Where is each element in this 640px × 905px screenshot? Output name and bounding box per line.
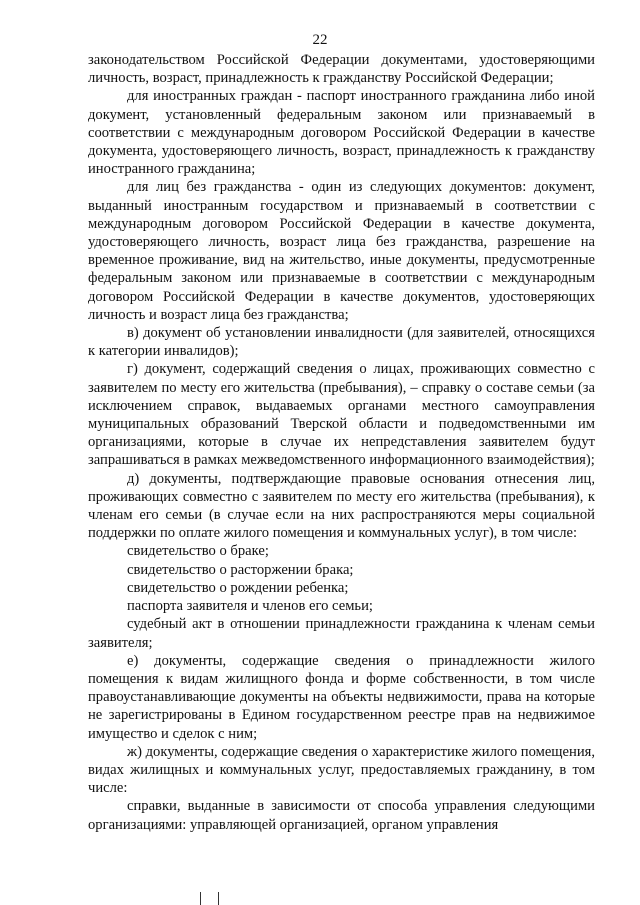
document-body [88,51,595,834]
paragraph-stateless-persons: для лиц без гражданства - один из следующих документов: документ, выданный иностранным государством и признаваемый в соответствии с международным договором Российской Федерации в качестве документа, удостоверяющего личность, возраст лица без гражданства, разрешение на временное проживание, вид на жительство, иные документы, предусмотренные федеральным законом или признаваемые в соответствии с международным договором Российской Федерации в качестве документов, удостоверяющих личность и возраст лица без гражданства; [88,179,595,323]
paragraph-item-zh: ж) документы, содержащие сведения о характеристике жилого помещения, видах жилищных и коммунальных услуг, предоставляемых гражданину, в том числе: [88,743,595,797]
paragraph-item-v: в) документ об установлении инвалидности (для заявителей, относящихся к категории инвалидов); [88,325,595,360]
paragraph-foreign-citizens: для иностранных граждан - паспорт иностранного гражданина либо иной документ, установленный федеральным законом или признаваемый в соответствии с международным договором Российской Федерации в качестве документа, удостоверяющего личность, возраст, принадлежность к гражданству иностранного гражданина; [88,88,595,178]
paragraph-item-g: г) документ, содержащий сведения о лицах, проживающих совместно с заявителем по месту его жительства (пребывания), – справку о составе семьи (за исключением справок, выдаваемых органами местного самоуправления муниципальных образований Тверской области и подведомственными им организациями, которые в случае их непредставления заявителем будут запрашиваться в рамках межведомственного информационного взаимодействия); [88,361,595,469]
page-number: 22 [312,32,328,48]
scan-crop-mark [200,892,201,905]
list-item: свидетельство о расторжении брака; [127,561,354,578]
paragraph-certificates: справки, выданные в зависимости от способа управления следующими организациями: управляющей организацией, органом управления [88,798,595,833]
list-item: паспорта заявителя и членов его семьи; [127,598,373,615]
paragraph-continuation: законодательством Российской Федерации документами, удостоверяющими личность, возраст, принадлежность к гражданству Российской Федерации; [88,52,595,87]
scan-crop-mark [218,892,219,905]
paragraph-item-d: д) документы, подтверждающие правовые основания отнесения лиц, проживающих совместно с заявителем по месту его жительства (пребывания), к членам его семьи (в случае если на них распространяются меры социальной поддержки по оплате жилого помещения и коммунальных услуг), в том числе: [88,470,595,542]
paragraph-item-e: е) документы, содержащие сведения о принадлежности жилого помещения к видам жилищного фонда и форме собственности, в том числе правоустанавливающие документы на объекты недвижимости, права на которые не зарегистрированы в Едином государственном реестре прав на недвижимое имущество и сделок с ним; [88,652,595,742]
list-item: свидетельство о рождении ребенка; [127,579,349,596]
list-item: свидетельство о браке; [127,543,269,560]
paragraph-court-act: судебный акт в отношении принадлежности гражданина к членам семьи заявителя; [88,616,595,651]
